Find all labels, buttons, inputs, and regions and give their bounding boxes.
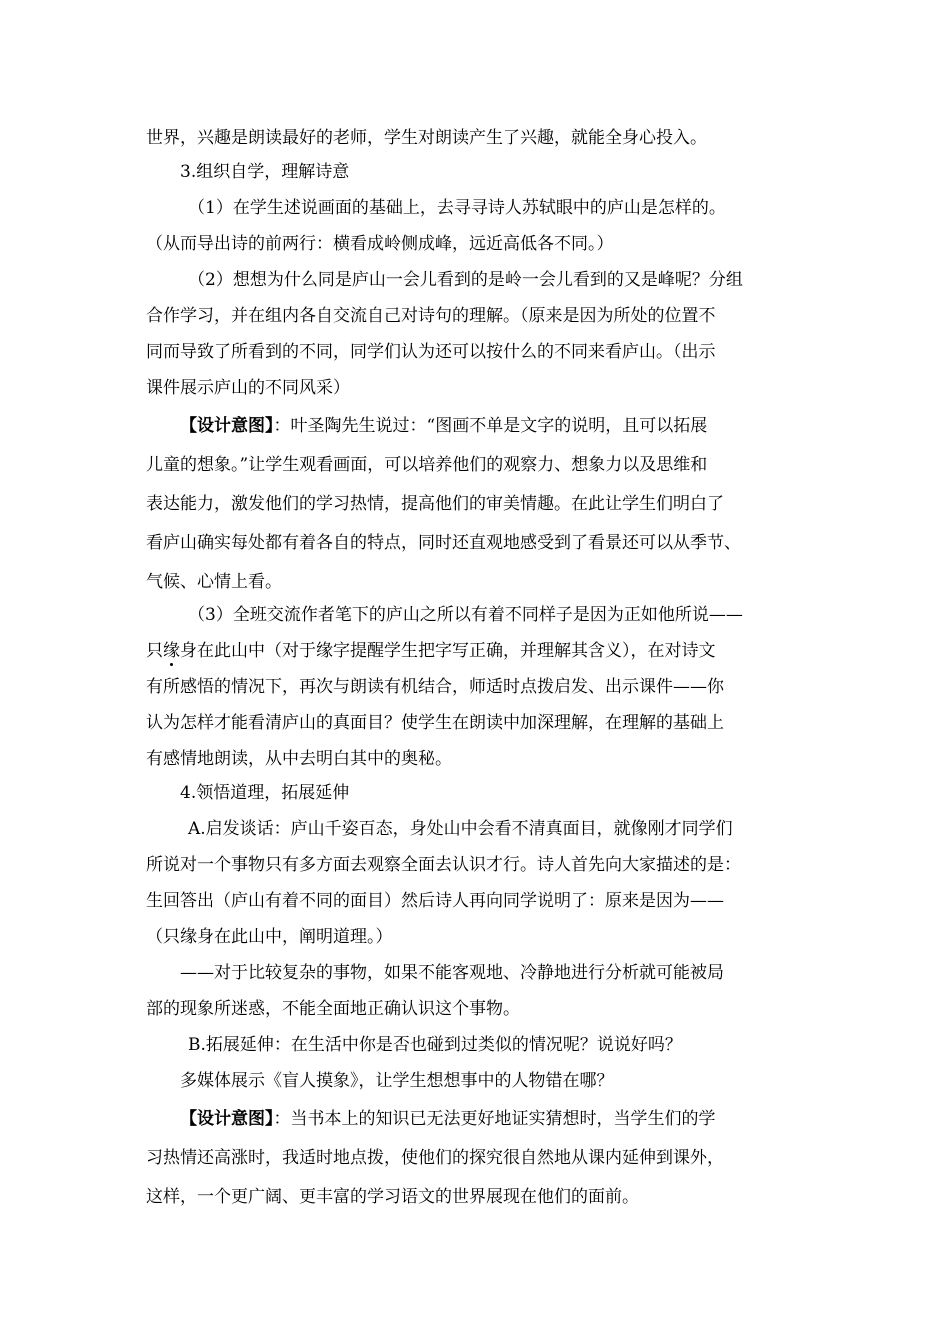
text-line: 习热情还高涨时，我适时地点拨，使他们的探究很自然地从课内延伸到课外， [146, 1148, 724, 1168]
text-line-with-emphasis [146, 639, 716, 663]
design-intent-paragraph [180, 1107, 716, 1131]
text-line: 合作学习，并在组内各自交流自己对诗句的理解。（原来是因为所处的位置不 [146, 306, 716, 326]
text-line: 表达能力，激发他们的学习热情，提高他们的审美情趣。在此让学生们明白了 [146, 494, 724, 514]
text-line: 有所感悟的情况下，再次与朗读有机结合，师适时点拨启发、出示课件——你 [146, 677, 724, 697]
text-line: B.拓展延伸：在生活中你是否也碰到过类似的情况呢？说说好吗？ [188, 1035, 682, 1055]
text-line: 儿童的想象。”让学生观看画面，可以培养他们的观察力、想象力以及思维和 [146, 455, 708, 475]
section-heading: 4.领悟道理，拓展延伸 [180, 783, 350, 803]
text-span: ：叶圣陶先生说过：“图画不单是文字的说明，且可以拓展 [273, 416, 708, 436]
text-line: 认为怎样才能看清庐山的真面目？使学生在朗读中加深理解，在理解的基础上 [146, 713, 724, 733]
text-line: 所说对一个事物只有多方面去观察全面去认识才行。诗人首先向大家描述的是： [146, 855, 741, 875]
text-span: 身在此山中（对于缘字提醒学生把字写正确，并理解其含义），在对诗文 [180, 641, 716, 661]
text-line: 多媒体展示《盲人摸象》，让学生想想事中的人物错在哪？ [180, 1071, 614, 1091]
section-heading: 3.组织自学，理解诗意 [180, 162, 350, 182]
text-line: 部的现象所迷惑，不能全面地正确认识这个事物。 [146, 999, 520, 1019]
text-line: （1）在学生述说画面的基础上，去寻寻诗人苏轼眼中的庐山是怎样的。 [188, 198, 726, 218]
text-line: 看庐山确实每处都有着各自的特点，同时还直观地感受到了看景还可以从季节、 [146, 533, 741, 553]
text-line: 这样，一个更广阔、更丰富的学习语文的世界展现在他们的面前。 [146, 1187, 639, 1207]
text-line: 有感情地朗读，从中去明白其中的奥秘。 [146, 749, 452, 769]
text-line: （2）想想为什么同是庐山一会儿看到的是岭一会儿看到的又是峰呢？分组 [188, 270, 743, 290]
text-line: 课件展示庐山的不同风采） [146, 378, 350, 398]
text-line: 世界，兴趣是朗读最好的老师，学生对朗读产生了兴趣，就能全身心投入。 [146, 128, 707, 148]
emphasis-character: 缘 [163, 641, 180, 661]
text-span: 只 [146, 641, 163, 661]
text-line: 生回答出（庐山有着不同的面目）然后诗人再向同学说明了：原来是因为—— [146, 891, 724, 911]
text-line: （从而导出诗的前两行：横看成岭侧成峰，远近高低各不同。） [146, 234, 614, 254]
text-span: ：当书本上的知识已无法更好地证实猜想时，当学生们的学 [273, 1109, 716, 1129]
design-intent-label: 【设计意图】 [180, 1109, 274, 1129]
text-line: 同而导致了所看到的不同，同学们认为还可以按什么的不同来看庐山。（出示 [146, 342, 716, 362]
design-intent-paragraph [180, 414, 707, 438]
text-line: 气候、心情上看。 [146, 572, 282, 592]
text-line: A.启发谈话：庐山千姿百态，身处山中会看不清真面目，就像刚才同学们 [188, 819, 733, 839]
text-line: （3）全班交流作者笔下的庐山之所以有着不同样子是因为正如他所说—— [188, 605, 743, 625]
text-line: ——对于比较复杂的事物，如果不能客观地、冷静地进行分析就可能被局 [180, 963, 724, 983]
design-intent-label: 【设计意图】 [180, 416, 274, 436]
text-line: （只缘身在此山中，阐明道理。） [146, 927, 393, 947]
